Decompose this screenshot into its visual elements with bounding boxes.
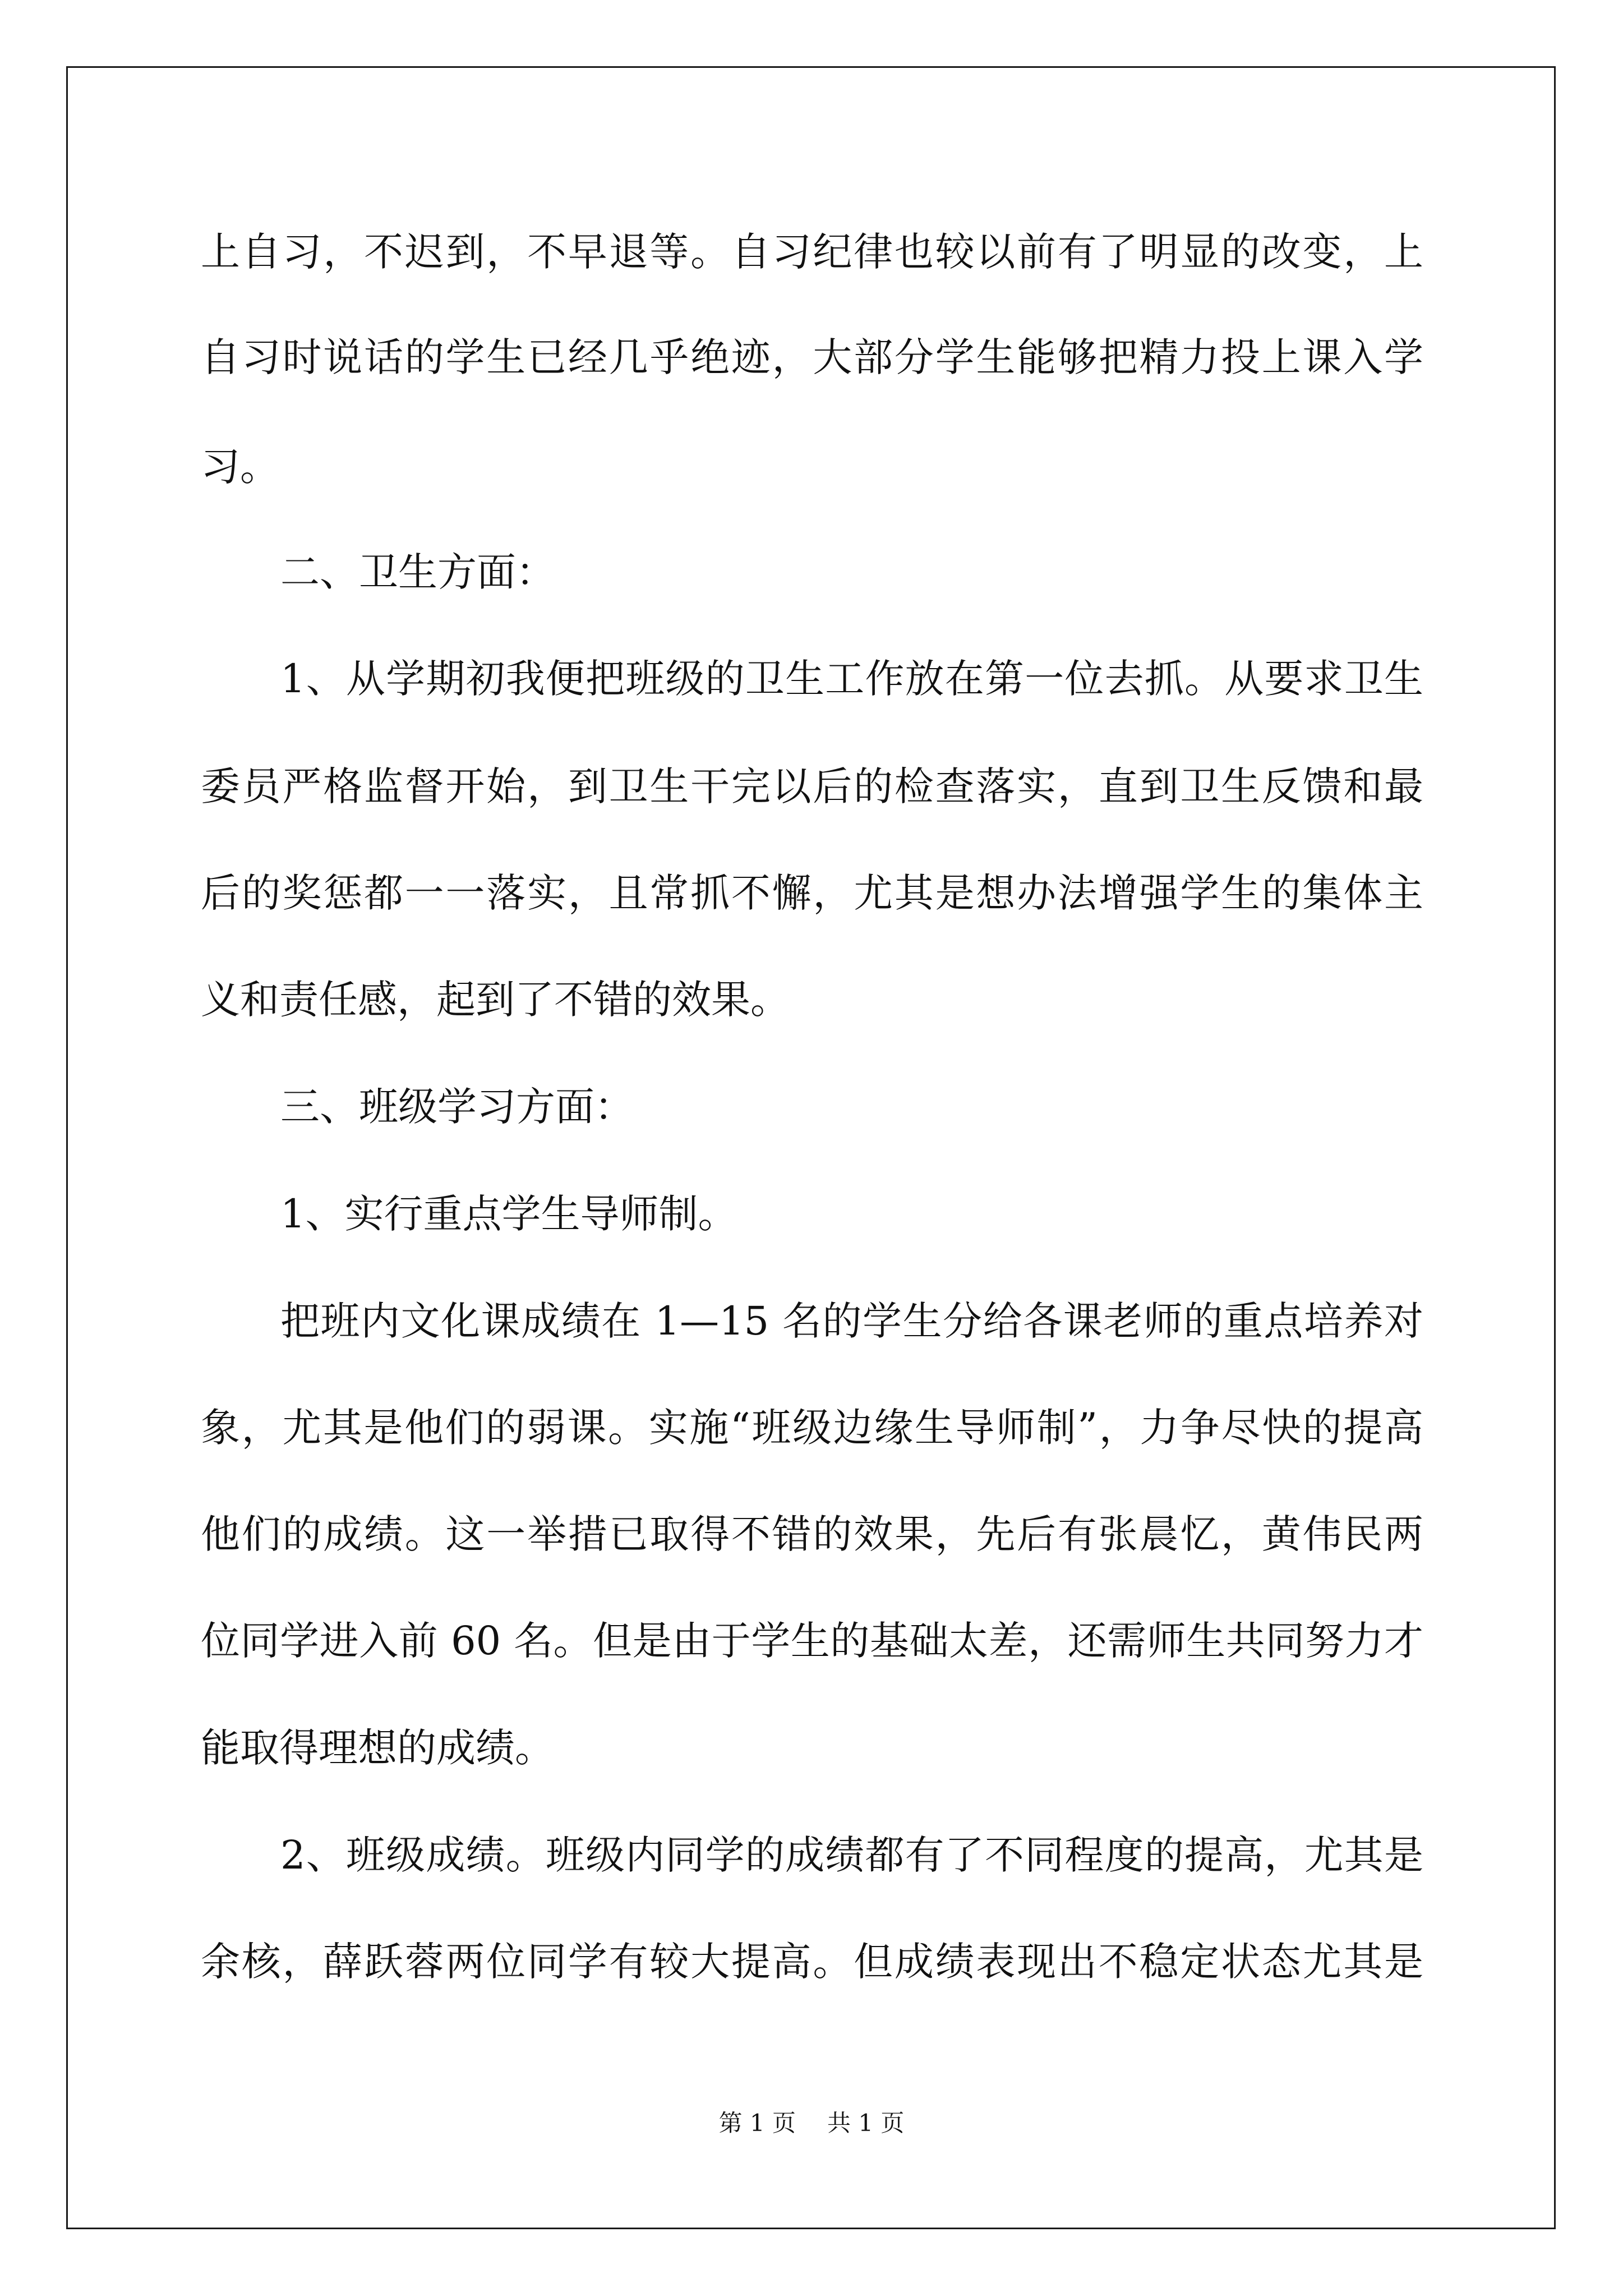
paragraph-line: 2、班级成绩。班级内同学的成绩都有了不同程度的提高，尤其是 (280, 1832, 1423, 1878)
paragraph-line: 余核，薛跃蓉两位同学有较大提高。但成绩表现出不稳定状态尤其是 (201, 1939, 1423, 1985)
paragraph-line: 委员严格监督开始，到卫生干完以后的检查落实，直到卫生反馈和最 (201, 763, 1423, 809)
paragraph-line: 上自习，不迟到，不早退等。自习纪律也较以前有了明显的改变，上 (201, 229, 1423, 275)
page-number: 第 1 页 (718, 2109, 796, 2137)
paragraph-line: 象，尤其是他们的弱课。实施“班级边缘生导师制”，力争尽快的提高 (201, 1405, 1423, 1451)
paragraph-line: 习。 (201, 444, 279, 490)
paragraph-line: 位同学进入前 60 名。但是由于学生的基础太差，还需师生共同努力才 (201, 1618, 1423, 1664)
page-border (66, 66, 1556, 2229)
paragraph-line: 1、实行重点学生导师制。 (280, 1191, 737, 1237)
paragraph-line: 他们的成绩。这一举措已取得不错的效果，先后有张晨忆，黄伟民两 (201, 1511, 1423, 1557)
paragraph-line: 义和责任感，起到了不错的效果。 (201, 977, 790, 1023)
page-total: 共 1 页 (827, 2109, 905, 2137)
page-footer (0, 2105, 1623, 2138)
paragraph-line: 1、从学期初我便把班级的卫生工作放在第一位去抓。从要求卫生 (280, 656, 1423, 702)
paragraph-line: 能取得理想的成绩。 (201, 1725, 554, 1771)
paragraph-line: 后的奖惩都一一落实，且常抓不懈，尤其是想办法增强学生的集体主 (201, 870, 1423, 916)
paragraph-line: 自习时说话的学生已经几乎绝迹，大部分学生能够把精力投上课入学 (201, 334, 1423, 380)
section-heading: 二、卫生方面： (280, 549, 555, 595)
paragraph-line: 把班内文化课成绩在 1—15 名的学生分给各课老师的重点培养对 (280, 1298, 1423, 1344)
section-heading: 三、班级学习方面： (280, 1084, 634, 1130)
